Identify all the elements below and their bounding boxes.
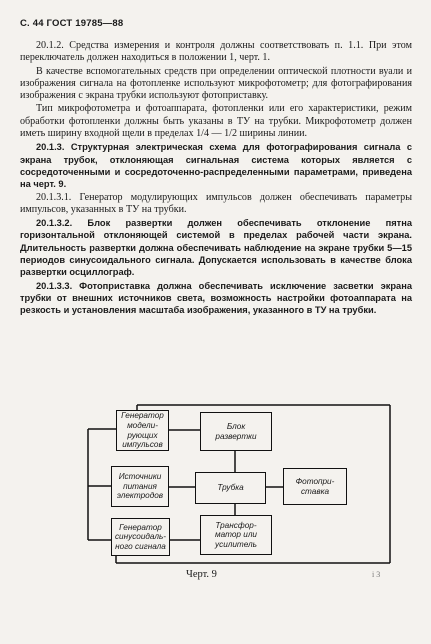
electrode-supply-box: Источники питания электродов [111,466,169,507]
transformer-amplifier-box: Трансфор- матор или усилитель [200,515,272,555]
paragraph-20-1-3-3: 20.1.3.3. Фотоприставка должна обеспечивать исключение засветки экрана трубки от внешних источников света, возможность настройки фотоаппарата на резкость и установления масштаба изображения, указанного в ТУ на трубки. [20,280,412,316]
paragraph-20-1-2: 20.1.2. Средства измерения и контроля должны соответствовать п. 1.1. При этом переключатель должен находиться в положении 1, черт. 1. [20,40,412,64]
paragraph-20-1-3-1: 20.1.3.1. Генератор модулирующих импульсов должен обеспечивать параметры импульсов, указанных в ТУ на трубки. [20,191,412,215]
pulse-generator-box: Генератор модели- рующих импульсов [116,410,169,451]
tube-box: Трубка [195,472,266,504]
paragraph-aux-means: В качестве вспомогательных средств при определении оптической плотности вуали и изображения сигнала на фотопленке используют микрофотометр; для фотографирования изображения с экрана трубки используют фотоприставку. [20,65,412,102]
sweep-block-box: Блок развертки [200,412,272,451]
paragraph-20-1-3-2: 20.1.3.2. Блок развертки должен обеспечивать отклонение пятна горизонтальной отклоняющей системой в пределах рабочей части экрана. Длительность развертки должна обеспечивать наблюдение на экране трубки 5—15 периодов синусоидального сигнала. Допускается использовать в качестве блока развертки осциллограф. [20,218,412,278]
paragraph-20-1-3: 20.1.3. Структурная электрическая схема для фотографирования сигнала с экрана трубок, отклоняющая сигнальная система которых является с сосредоточенными и сосредоточенно-распределенными параметрами, приведена на черт. 9. [20,142,412,190]
page-header: С. 44 ГОСТ 19785—88 [20,18,124,29]
sine-generator-box: Генератор синусоидаль- ного сигнала [111,518,170,556]
page-mark: i 3 [372,570,381,579]
figure-caption: Черт. 9 [186,569,217,580]
paragraph-microphotometer: Тип микрофотометра и фотоаппарата, фотопленки или его характеристики, режим обработки фотопленки должны быть указаны в ТУ на трубки. Микрофотометр должен иметь ширину входной щели в пределах 1/4 — 1/2 ширины линии. [20,103,412,140]
photo-attachment-box: Фотопри- ставка [283,468,347,505]
